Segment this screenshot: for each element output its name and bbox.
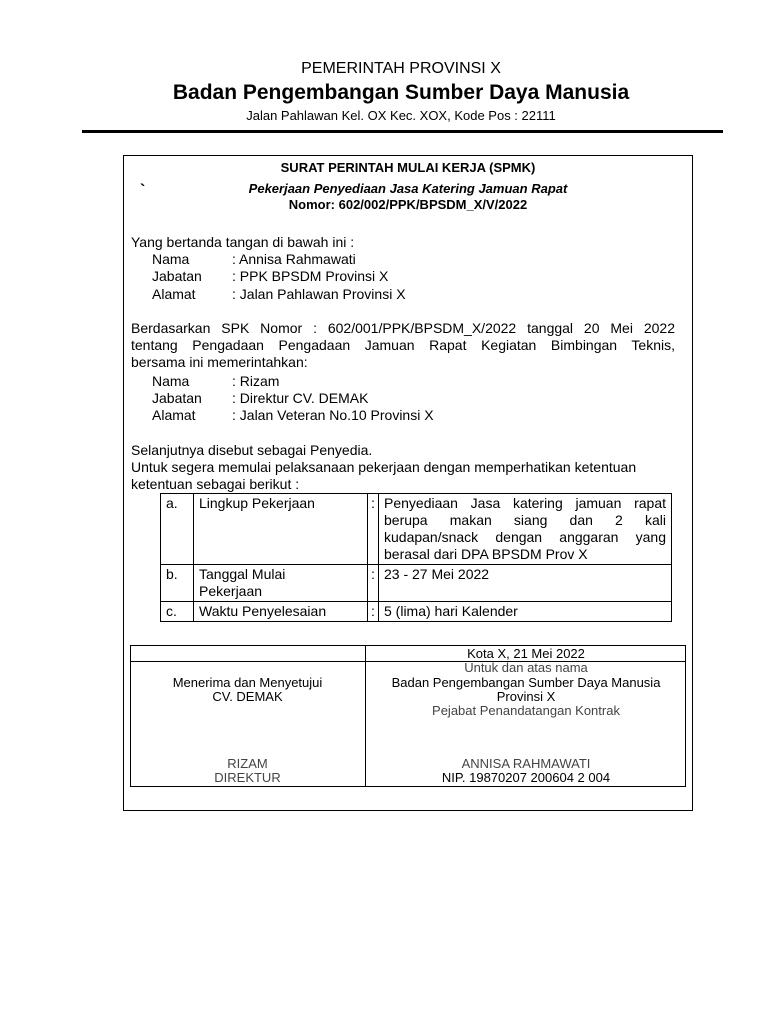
provider-name-value: : Rizam [232,373,280,389]
provider-position-value: : Direktur CV. DEMAK [232,390,369,406]
provider-note: Selanjutnya disebut sebagai Penyedia. [131,442,373,458]
signer-position-value: : PPK BPSDM Provinsi X [232,268,389,284]
scope-value-line: Penyediaan Jasa katering jamuan rapat [384,495,666,511]
accept-text: Menerima dan Menyetujui [172,675,323,690]
signer-name-label: Nama [152,251,190,267]
letter-subtitle: Pekerjaan Penyediaan Jasa Katering Jamuan Rapat [248,181,568,196]
table-row [161,565,672,602]
agency-text: Badan Pengembangan Sumber Daya Manusia [391,675,661,690]
official-name: ANNISA RAHMAWATI [461,756,591,771]
letter-title: SURAT PERINTAH MULAI KERJA (SPMK) [280,160,536,175]
scope-table [160,493,672,622]
place-date: Kota X, 21 Mei 2022 [467,646,585,661]
provider-address-value: : Jalan Veteran No.10 Provinsi X [232,407,434,423]
table-row [161,494,672,565]
row-label-line: Tanggal Mulai [199,566,286,582]
row-value: 5 (lima) hari Kalender [379,602,672,622]
scope-value-line: kudapan/snack dengan anggaran yang [384,529,666,545]
basis-line-1: Berdasarkan SPK Nomor : 602/001/PPK/BPSDM_X/2022 tanggal 20 Mei 2022 [131,320,675,336]
on-behalf-text: Untuk dan atas nama [464,660,588,675]
row-label: Waktu Penyelesaian [194,602,368,622]
role-text: Pejabat Penandatangan Kontrak [432,703,620,718]
provider-name-label: Nama [152,373,190,389]
province-text: Provinsi X [496,689,556,704]
row-label [194,565,368,602]
provider-position-label: Jabatan [152,390,202,406]
row-value: 23 - 27 Mei 2022 [379,565,672,602]
intro-text: Yang bertanda tangan di bawah ini : [131,234,355,250]
provider-signer-name: RIZAM [227,756,268,771]
signer-address-label: Alamat [152,286,196,302]
header-agency: Badan Pengembangan Sumber Daya Manusia [172,81,630,104]
scope-value-line: berasal dari DPA BPSDM Prov X [384,546,588,562]
row-label-line: Pekerjaan [199,583,263,599]
instruction-line-1: Untuk segera memulai pelaksanaan pekerjaan dengan memperhatikan ketentuan [131,459,637,475]
provider-company: CV. DEMAK [212,689,283,704]
row-letter: b. [161,565,194,602]
scope-value-line: berupa makan siang dan 2 kali [384,512,666,528]
instruction-line-2: ketentuan sebagai berikut : [131,476,300,492]
row-letter: a. [161,494,194,565]
row-colon: : [368,494,379,565]
basis-line-2: tentang Pengadaan Pengadaan Jamuan Rapat Kegiatan Bimbingan Teknis, [131,337,675,353]
signer-name-value: : Annisa Rahmawati [232,251,356,267]
row-colon: : [368,565,379,602]
header-address: Jalan Pahlawan Kel. OX Kec. XOX, Kode Pos : 22111 [246,108,556,123]
provider-signer-title: DIREKTUR [214,770,281,785]
letter-number: Nomor: 602/002/PPK/BPSDM_X/V/2022 [288,197,528,212]
row-label: Lingkup Pekerjaan [194,494,368,565]
header-divider [82,130,723,133]
row-colon: : [368,602,379,622]
official-nip: NIP. 19870207 200604 2 004 [441,770,611,785]
table-row [161,602,672,622]
signer-address-value: : Jalan Pahlawan Provinsi X [232,286,406,302]
provider-address-label: Alamat [152,407,196,423]
basis-line-3: bersama ini memerintahkan: [131,354,308,370]
stray-tick-mark: ` [140,182,146,199]
row-letter: c. [161,602,194,622]
row-value [379,494,672,565]
header-government: PEMERINTAH PROVINSI X [301,60,501,77]
signer-position-label: Jabatan [152,268,202,284]
